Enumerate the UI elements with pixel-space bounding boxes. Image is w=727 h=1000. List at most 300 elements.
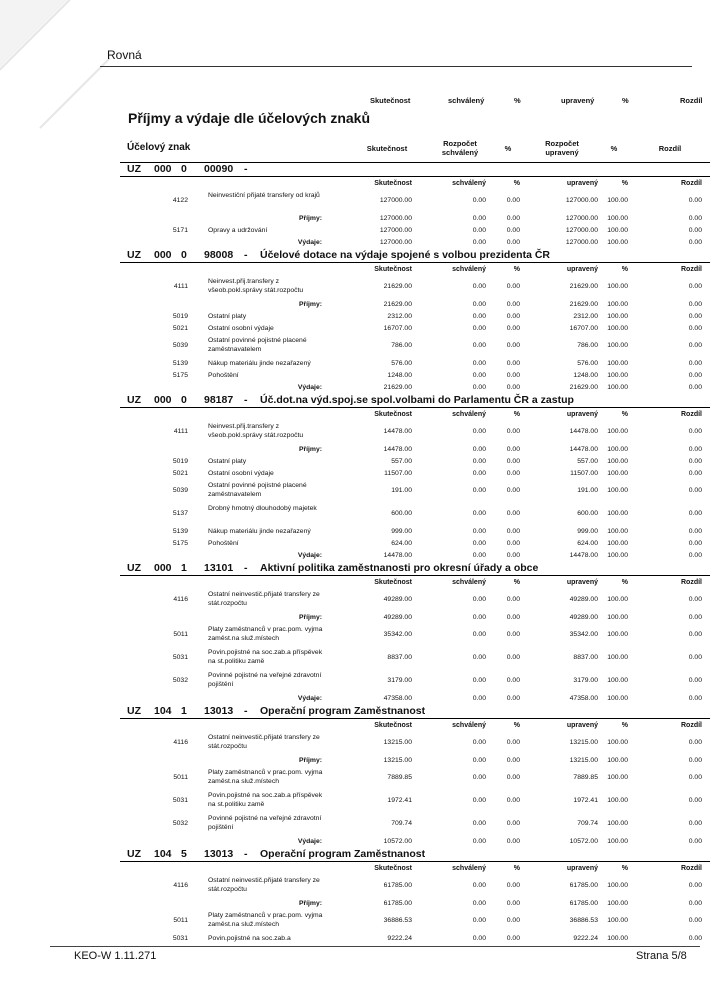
table-row xyxy=(120,909,710,932)
cell-rozdil: 0.00 xyxy=(688,596,702,603)
cell-rozdil: 0.00 xyxy=(688,325,702,332)
cell-pct1: 0.00 xyxy=(506,774,520,781)
polozka-label: Povinné pojistné na veřejné zdravotní pojištění xyxy=(208,672,322,688)
uz-code: 13013 xyxy=(204,705,234,717)
col-skutecnost: Skutečnost xyxy=(374,411,412,418)
summary-row xyxy=(120,897,710,909)
cell-pct1: 0.00 xyxy=(506,428,520,435)
cell-schvaleny: 0.00 xyxy=(472,283,486,290)
cell-skutecnost: 1248.00 xyxy=(387,372,412,379)
summary-row xyxy=(120,212,710,224)
cell-rozdil: 0.00 xyxy=(688,372,702,379)
polozka-label: Pohoštění xyxy=(208,540,239,547)
column-header-row xyxy=(120,862,710,874)
col-rozdil: Rozdíl xyxy=(681,865,702,872)
cell-rozdil: 0.00 xyxy=(688,215,702,222)
cell-skutecnost: 47358.00 xyxy=(383,695,412,702)
cell-skutecnost: 8837.00 xyxy=(387,654,412,661)
col-rozdil: Rozdíl xyxy=(681,722,702,729)
cell-pct2: 100.00 xyxy=(607,882,628,889)
polozka-code: 5032 xyxy=(172,820,188,827)
page-fold-shadow xyxy=(0,0,140,140)
polozka-label: Ostatní neinvestič.přijaté transfery ze stát.rozpočtu xyxy=(208,591,320,607)
summary-row xyxy=(120,443,710,455)
uz-part-b: 0 xyxy=(181,394,187,406)
cell-upraveny: 624.00 xyxy=(577,540,598,547)
cell-schvaleny: 0.00 xyxy=(472,677,486,684)
uz-part-a: 000 xyxy=(154,163,172,175)
table-row xyxy=(120,525,710,537)
cell-pct1: 0.00 xyxy=(506,900,520,907)
polozka-label: Ostatní povinné pojistné placené zaměstnavatelem xyxy=(208,337,307,353)
cell-pct2: 100.00 xyxy=(607,458,628,465)
cell-upraveny: 999.00 xyxy=(577,528,598,535)
summary-label: Výdaje: xyxy=(297,838,322,845)
cell-pct2: 100.00 xyxy=(607,935,628,942)
cell-skutecnost: 13215.00 xyxy=(383,739,412,746)
cell-pct2: 100.00 xyxy=(607,757,628,764)
summary-row xyxy=(120,835,710,847)
cell-rozdil: 0.00 xyxy=(688,239,702,246)
cell-rozdil: 0.00 xyxy=(688,342,702,349)
cell-skutecnost: 9222.24 xyxy=(387,935,412,942)
polozka-code: 5011 xyxy=(173,774,188,781)
cell-upraveny: 8837.00 xyxy=(573,654,598,661)
cell-skutecnost: 21629.00 xyxy=(383,301,412,308)
cell-upraveny: 13215.00 xyxy=(569,739,598,746)
cell-pct1: 0.00 xyxy=(506,739,520,746)
cell-skutecnost: 624.00 xyxy=(391,540,412,547)
cell-skutecnost: 127000.00 xyxy=(379,197,412,204)
cell-pct1: 0.00 xyxy=(506,882,520,889)
polozka-code: 5031 xyxy=(172,797,188,804)
table-main-header xyxy=(120,136,710,163)
col-skutecnost: Skutečnost xyxy=(374,266,412,273)
cell-pct1: 0.00 xyxy=(506,372,520,379)
cell-schvaleny: 0.00 xyxy=(472,325,486,332)
header-pct2: % xyxy=(610,144,618,153)
cell-rozdil: 0.00 xyxy=(688,695,702,702)
cell-upraveny: 16707.00 xyxy=(569,325,598,332)
cell-rozdil: 0.00 xyxy=(688,428,702,435)
footer-version: KEO-W 1.11.271 xyxy=(74,950,157,962)
cell-rozdil: 0.00 xyxy=(688,283,702,290)
cell-upraveny: 11507.00 xyxy=(570,470,598,477)
cell-skutecnost: 21629.00 xyxy=(383,283,412,290)
polozka-label: Povin.pojistné na soc.zab.a příspěvek na st.politiku zamě xyxy=(208,649,323,665)
col-schvaleny: schválený xyxy=(452,266,486,273)
polozka-code: 5019 xyxy=(172,458,188,465)
polozka-label: Platy zaměstnanců v prac.pom. vyjma zaměst.na služ.místech xyxy=(208,626,323,642)
table-row xyxy=(120,467,710,479)
cell-pct1: 0.00 xyxy=(506,935,520,942)
cell-upraveny: 1972.41 xyxy=(573,797,598,804)
summary-row xyxy=(120,236,710,248)
cell-pct2: 100.00 xyxy=(607,552,628,559)
col-schvaleny: schválený xyxy=(452,579,486,586)
cell-skutecnost: 191.00 xyxy=(391,487,412,494)
cell-rozdil: 0.00 xyxy=(688,614,702,621)
polozka-label: Platy zaměstnanců v prac.pom. vyjma zaměst.na služ.místech xyxy=(208,769,323,785)
cell-upraveny: 7889.85 xyxy=(573,774,598,781)
cell-pct1: 0.00 xyxy=(506,510,520,517)
col-schvaleny: schválený xyxy=(452,411,486,418)
header-pct1: % xyxy=(504,144,512,153)
uz-part-b: 5 xyxy=(181,848,187,860)
polozka-label: Ostatní neinvestič.přijaté transfery ze stát.rozpočtu xyxy=(208,734,320,750)
polozka-code: 5139 xyxy=(172,528,188,535)
section-header xyxy=(120,393,710,408)
col-skutecnost: Skutečnost xyxy=(374,579,412,586)
polozka-code: 5171 xyxy=(172,227,188,234)
polozka-code: 5021 xyxy=(172,325,188,332)
cell-pct2: 100.00 xyxy=(607,917,628,924)
uz-code: 98187 xyxy=(204,394,234,406)
cell-pct2: 100.00 xyxy=(607,797,628,804)
cell-upraveny: 49289.00 xyxy=(569,596,598,603)
cell-schvaleny: 0.00 xyxy=(472,428,486,435)
col-upraveny: upravený xyxy=(566,266,598,273)
cell-pct1: 0.00 xyxy=(506,695,520,702)
cell-pct1: 0.00 xyxy=(506,458,520,465)
polozka-code: 5139 xyxy=(172,360,188,367)
uz-dash: - xyxy=(244,705,248,717)
cell-skutecnost: 127000.00 xyxy=(379,227,412,234)
section-name: Operační program Zaměstnanost xyxy=(260,848,426,860)
uz-part-a: 000 xyxy=(154,562,172,574)
top-col-schvaleny: schválený xyxy=(448,96,485,105)
cell-pct2: 100.00 xyxy=(607,283,628,290)
cell-schvaleny: 0.00 xyxy=(472,384,486,391)
cell-upraveny: 14478.00 xyxy=(569,552,598,559)
cell-upraveny: 21629.00 xyxy=(569,301,598,308)
cell-pct1: 0.00 xyxy=(506,384,520,391)
cell-schvaleny: 0.00 xyxy=(472,227,486,234)
summary-row xyxy=(120,381,710,393)
cell-upraveny: 36886.53 xyxy=(569,917,598,924)
cell-schvaleny: 0.00 xyxy=(472,631,486,638)
summary-label: Příjmy: xyxy=(298,614,322,621)
polozka-label: Ostatní neinvestič.přijaté transfery ze stát.rozpočtu xyxy=(208,877,320,893)
cell-upraveny: 61785.00 xyxy=(569,900,598,907)
cell-schvaleny: 0.00 xyxy=(472,313,486,320)
uz-part-b: 0 xyxy=(181,249,187,261)
summary-label: Příjmy: xyxy=(298,757,322,764)
cell-pct2: 100.00 xyxy=(607,227,628,234)
cell-upraveny: 21629.00 xyxy=(569,283,598,290)
cell-pct2: 100.00 xyxy=(607,677,628,684)
cell-upraveny: 127000.00 xyxy=(565,227,598,234)
header-name: Rovná xyxy=(107,48,142,62)
uz-code: 13013 xyxy=(204,848,234,860)
polozka-code: 5137 xyxy=(172,510,188,517)
polozka-label: Neinvest.přij.transfery z všeob.pokl.správy stát.rozpočtu xyxy=(208,423,304,439)
cell-pct2: 100.00 xyxy=(607,614,628,621)
cell-upraveny: 600.00 xyxy=(577,510,598,517)
cell-pct2: 100.00 xyxy=(607,631,628,638)
summary-label: Příjmy: xyxy=(298,900,322,907)
cell-upraveny: 576.00 xyxy=(577,360,598,367)
cell-pct2: 100.00 xyxy=(607,540,628,547)
cell-skutecnost: 21629.00 xyxy=(383,384,412,391)
header-rule xyxy=(100,66,692,67)
polozka-code: 5011 xyxy=(173,917,188,924)
cell-pct1: 0.00 xyxy=(506,342,520,349)
cell-rozdil: 0.00 xyxy=(688,446,702,453)
cell-pct1: 0.00 xyxy=(506,470,520,477)
cell-rozdil: 0.00 xyxy=(688,197,702,204)
cell-pct1: 0.00 xyxy=(506,552,520,559)
cell-skutecnost: 3179.00 xyxy=(387,677,412,684)
cell-pct1: 0.00 xyxy=(506,596,520,603)
cell-skutecnost: 600.00 xyxy=(391,510,412,517)
uz-label: UZ xyxy=(127,394,141,406)
table-row xyxy=(120,502,710,525)
cell-schvaleny: 0.00 xyxy=(472,900,486,907)
col-pct2: % xyxy=(621,180,628,187)
column-header-row xyxy=(120,263,710,275)
summary-row xyxy=(120,692,710,704)
col-pct1: % xyxy=(513,865,520,872)
cell-rozdil: 0.00 xyxy=(688,227,702,234)
cell-upraveny: 47358.00 xyxy=(569,695,598,702)
cell-skutecnost: 557.00 xyxy=(391,458,412,465)
polozka-code: 5175 xyxy=(172,372,188,379)
cell-rozdil: 0.00 xyxy=(688,540,702,547)
cell-pct1: 0.00 xyxy=(506,313,520,320)
cell-upraveny: 191.00 xyxy=(577,487,598,494)
cell-skutecnost: 709.74 xyxy=(391,820,412,827)
cell-upraveny: 3179.00 xyxy=(573,677,598,684)
polozka-code: 4116 xyxy=(173,596,188,603)
column-header-row xyxy=(120,177,710,189)
uz-part-a: 104 xyxy=(154,705,172,717)
section-header xyxy=(120,847,710,862)
polozka-label: Povin.pojistné na soc.zab.a příspěvek na st.politiku zamě xyxy=(208,792,323,808)
cell-rozdil: 0.00 xyxy=(688,631,702,638)
cell-pct2: 100.00 xyxy=(607,239,628,246)
cell-pct1: 0.00 xyxy=(506,360,520,367)
cell-schvaleny: 0.00 xyxy=(472,757,486,764)
section-header xyxy=(120,162,710,177)
cell-schvaleny: 0.00 xyxy=(472,446,486,453)
cell-schvaleny: 0.00 xyxy=(472,215,486,222)
cell-skutecnost: 7889.85 xyxy=(387,774,412,781)
top-col-rozdil: Rozdíl xyxy=(680,96,703,105)
cell-pct1: 0.00 xyxy=(506,325,520,332)
cell-rozdil: 0.00 xyxy=(688,757,702,764)
header-skutecnost: Skutečnost xyxy=(366,144,408,153)
cell-rozdil: 0.00 xyxy=(688,487,702,494)
uz-part-a: 104 xyxy=(154,848,172,860)
col-rozdil: Rozdíl xyxy=(681,579,702,586)
summary-label: Příjmy: xyxy=(298,446,322,453)
cell-pct1: 0.00 xyxy=(506,820,520,827)
cell-pct2: 100.00 xyxy=(607,197,628,204)
cell-skutecnost: 16707.00 xyxy=(383,325,412,332)
cell-skutecnost: 49289.00 xyxy=(383,596,412,603)
col-pct2: % xyxy=(621,579,628,586)
table-row xyxy=(120,369,710,381)
col-pct2: % xyxy=(621,722,628,729)
cell-skutecnost: 127000.00 xyxy=(379,215,412,222)
cell-schvaleny: 0.00 xyxy=(472,917,486,924)
col-skutecnost: Skutečnost xyxy=(374,180,412,187)
cell-pct1: 0.00 xyxy=(506,540,520,547)
cell-skutecnost: 576.00 xyxy=(391,360,412,367)
cell-schvaleny: 0.00 xyxy=(472,838,486,845)
top-col-skutecnost: Skutečnost xyxy=(370,96,411,105)
col-skutecnost: Skutečnost xyxy=(374,865,412,872)
cell-skutecnost: 11507.00 xyxy=(384,470,412,477)
cell-skutecnost: 49289.00 xyxy=(383,614,412,621)
col-rozdil: Rozdíl xyxy=(681,411,702,418)
summary-row xyxy=(120,611,710,623)
cell-skutecnost: 127000.00 xyxy=(379,239,412,246)
uz-dash: - xyxy=(244,562,248,574)
polozka-code: 4111 xyxy=(173,283,188,290)
cell-pct2: 100.00 xyxy=(607,470,628,477)
polozka-code: 4116 xyxy=(173,882,188,889)
cell-pct2: 100.00 xyxy=(607,528,628,535)
cell-upraveny: 9222.24 xyxy=(573,935,598,942)
cell-schvaleny: 0.00 xyxy=(472,774,486,781)
table-row xyxy=(120,874,710,897)
cell-pct2: 100.00 xyxy=(607,313,628,320)
cell-schvaleny: 0.00 xyxy=(472,458,486,465)
cell-pct2: 100.00 xyxy=(607,342,628,349)
table-row xyxy=(120,646,710,669)
cell-schvaleny: 0.00 xyxy=(472,342,486,349)
cell-skutecnost: 14478.00 xyxy=(383,428,412,435)
cell-schvaleny: 0.00 xyxy=(472,596,486,603)
uz-code: 00090 xyxy=(204,163,234,175)
uz-part-b: 1 xyxy=(181,705,187,717)
cell-skutecnost: 35342.00 xyxy=(383,631,412,638)
polozka-code: 4116 xyxy=(173,739,188,746)
cell-schvaleny: 0.00 xyxy=(472,552,486,559)
polozka-label: Opravy a udržování xyxy=(208,227,268,234)
uz-dash: - xyxy=(244,848,248,860)
cell-pct1: 0.00 xyxy=(506,631,520,638)
cell-upraveny: 10572.00 xyxy=(569,838,598,845)
cell-pct2: 100.00 xyxy=(607,654,628,661)
cell-pct1: 0.00 xyxy=(506,197,520,204)
polozka-label: Platy zaměstnanců v prac.pom. vyjma zaměst.na služ.místech xyxy=(208,912,323,928)
cell-skutecnost: 13215.00 xyxy=(383,757,412,764)
table-row xyxy=(120,275,710,298)
uz-label: UZ xyxy=(127,848,141,860)
summary-label: Výdaje: xyxy=(297,552,322,559)
summary-row xyxy=(120,298,710,310)
cell-skutecnost: 999.00 xyxy=(391,528,412,535)
uz-label: UZ xyxy=(127,705,141,717)
footer-rule xyxy=(50,946,700,947)
polozka-label: Ostatní osobní výdaje xyxy=(208,470,274,477)
table-row xyxy=(120,669,710,692)
table-row xyxy=(120,812,710,835)
table-row xyxy=(120,588,710,611)
section-name: Operační program Zaměstnanost xyxy=(260,705,426,717)
table-row xyxy=(120,766,710,789)
cell-upraveny: 709.74 xyxy=(577,820,598,827)
cell-pct1: 0.00 xyxy=(506,654,520,661)
section-name: Aktivní politika zaměstnanosti pro okresní úřady a obce xyxy=(260,562,539,574)
cell-rozdil: 0.00 xyxy=(688,677,702,684)
polozka-label: Nákup materiálu jinde nezařazený xyxy=(208,528,311,535)
col-upraveny: upravený xyxy=(566,579,598,586)
polozka-label: Neinvest.přij.transfery z všeob.pokl.správy stát.rozpočtu xyxy=(208,278,304,294)
col-pct1: % xyxy=(513,579,520,586)
cell-pct2: 100.00 xyxy=(607,739,628,746)
col-schvaleny: schválený xyxy=(452,865,486,872)
summary-label: Výdaje: xyxy=(297,239,322,246)
uz-label: UZ xyxy=(127,163,141,175)
cell-pct1: 0.00 xyxy=(506,227,520,234)
cell-pct1: 0.00 xyxy=(506,528,520,535)
cell-pct1: 0.00 xyxy=(506,614,520,621)
cell-skutecnost: 14478.00 xyxy=(383,552,412,559)
uz-part-a: 000 xyxy=(154,394,172,406)
cell-schvaleny: 0.00 xyxy=(472,301,486,308)
cell-upraveny: 127000.00 xyxy=(565,197,598,204)
cell-schvaleny: 0.00 xyxy=(472,528,486,535)
table-row xyxy=(120,479,710,502)
polozka-code: 5011 xyxy=(173,631,188,638)
cell-rozdil: 0.00 xyxy=(688,528,702,535)
cell-rozdil: 0.00 xyxy=(688,510,702,517)
cell-pct2: 100.00 xyxy=(607,596,628,603)
summary-label: Výdaje: xyxy=(297,384,322,391)
header-rozpocet-upraveny: Rozpočet upravený xyxy=(545,139,579,157)
cell-skutecnost: 2312.00 xyxy=(387,313,412,320)
polozka-label: Nákup materiálu jinde nezařazený xyxy=(208,360,311,367)
col-pct1: % xyxy=(513,266,520,273)
table-row xyxy=(120,322,710,334)
table-row xyxy=(120,310,710,322)
cell-upraveny: 13215.00 xyxy=(569,757,598,764)
table-row xyxy=(120,932,710,944)
table-body xyxy=(120,162,710,944)
column-header-row xyxy=(120,719,710,731)
uz-dash: - xyxy=(244,249,248,261)
cell-upraveny: 1248.00 xyxy=(573,372,598,379)
cell-upraveny: 127000.00 xyxy=(565,215,598,222)
uz-label: UZ xyxy=(127,249,141,261)
cell-rozdil: 0.00 xyxy=(688,820,702,827)
polozka-label: Ostatní platy xyxy=(208,458,247,465)
cell-upraveny: 61785.00 xyxy=(569,882,598,889)
col-skutecnost: Skutečnost xyxy=(374,722,412,729)
cell-rozdil: 0.00 xyxy=(688,301,702,308)
cell-rozdil: 0.00 xyxy=(688,384,702,391)
polozka-label: Drobný hmotný dlouhodobý majetek xyxy=(208,505,317,512)
uz-part-b: 1 xyxy=(181,562,187,574)
cell-pct2: 100.00 xyxy=(607,838,628,845)
cell-upraveny: 14478.00 xyxy=(569,446,598,453)
polozka-code: 5031 xyxy=(172,654,188,661)
header-ucelovy-znak: Účelový znak xyxy=(127,142,191,153)
cell-pct1: 0.00 xyxy=(506,446,520,453)
col-pct1: % xyxy=(513,180,520,187)
cell-skutecnost: 786.00 xyxy=(391,342,412,349)
cell-pct2: 100.00 xyxy=(607,360,628,367)
cell-upraveny: 2312.00 xyxy=(573,313,598,320)
cell-rozdil: 0.00 xyxy=(688,917,702,924)
polozka-label: Ostatní osobní výdaje xyxy=(208,325,274,332)
cell-schvaleny: 0.00 xyxy=(472,239,486,246)
cell-rozdil: 0.00 xyxy=(688,882,702,889)
